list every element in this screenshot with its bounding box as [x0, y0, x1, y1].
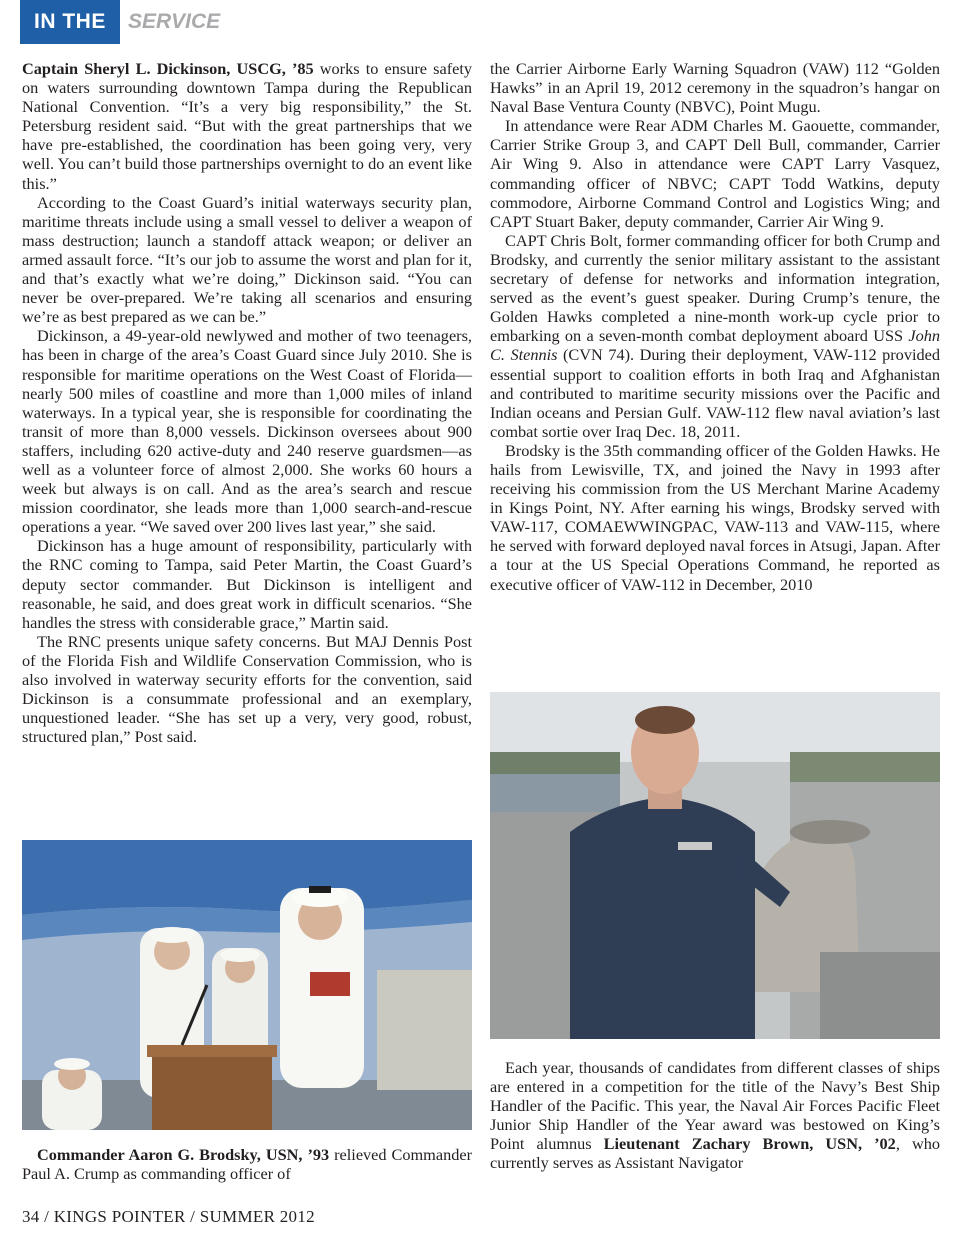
ceremony-caption: [22, 1145, 472, 1183]
article-paragraph: Brodsky is the 35th commanding officer of the Golden Hawks. He hails from Lewisville, TX, and joined the Navy in 1993 after receiving his commission from the US Merchant Marine Academy in Kings Point, NY. After earning his wings, Brodsky served with VAW-117, COMAEWWINGPAC, VAW-113 and VAW-115, where he served with forward deployed naval forces in Atsugi, Japan. After a tour at the US Special Operations Command, he reported as executive officer of VAW-112 in December, 2010: [490, 440, 940, 594]
paragraph-text: works to ensure safety on waters surrounding downtown Tampa during the Republican National Convention. “It’s a very big responsibility,” the St. Petersburg resident said. “But with the great partnerships that we have pre-established, the coordination has been going very, very well. You can’t build those partnerships overnight to do an event like this.”: [22, 59, 473, 193]
article-paragraph: In attendance were Rear ADM Charles M. Gaouette, commander, Carrier Strike Group 3, and CAPT Dell Bull, commander, Carrier Air Wing 9. Also in attendance were CAPT Larry Vasquez, commanding officer of NBVC; CAPT Todd Watkins, deputy commodore, Airborne Command Control and Logistics Wing; and CAPT Stuart Baker, deputy commander, Carrier Air Wing 9.: [490, 116, 940, 231]
paragraph-text: , who currently serves as Assistant Navigator: [490, 1134, 940, 1173]
paragraph-text: CAPT Chris Bolt, former commanding officer for both Crump and Brodsky, and currently the senior military assistant to the assistant secretary of defense for networks and information integration, served as the event’s guest speaker. During Crump’s tenure, the Golden Hawks completed a nine-month work-up cycle prior to embarking on a seven-month combat deployment aboard USS: [490, 230, 940, 346]
article-paragraph: Dickinson, a 49-year-old newlywed and mother of two teenagers, has been in charge of the area’s Coast Guard since July 2010. She is responsible for maritime operations on the West Coast of Florida—nearly 500 miles of coastline and more than 1,000 miles of inland waterways. In a typical year, she is responsible for coordinating the transit of more than 8,000 vessels. Dickinson oversees about 900 staffers, including 620 active-duty and 240 reserve guardsmen—as well as a volunteer force of almost 2,000. She works 60 hours a week but always is on call. And as the area’s search and rescue mission coordinator, she leads more than 1,000 search-and-rescue operations a year. “We saved over 200 lives last year,” she said.: [22, 326, 472, 537]
dickinson-name: Captain Sheryl L. Dickinson, USCG, ’85: [22, 59, 314, 78]
ship-handler-paragraph: [490, 1058, 940, 1173]
article-paragraph: the Carrier Airborne Early Warning Squadron (VAW) 112 “Golden Hawks” in an April 19, 2012 ceremony in the squadron’s hangar on Naval Base Ventura County (NBVC), Point Mugu.: [490, 59, 940, 117]
section-header: [20, 0, 220, 44]
article-paragraph: [490, 231, 940, 441]
ceremony-photo: [22, 840, 472, 1130]
article-paragraph: The RNC presents unique safety concerns. But MAJ Dennis Post of the Florida Fish and Wildlife Conservation Commission, who is also involved in waterway security efforts for the convention, said Dickinson is a consummate professional and an exemplary, unquestioned leader. “She has set up a very, very good, robust, structured plan,” Post said.: [22, 631, 472, 747]
article-paragraph: According to the Coast Guard’s initial waterways security plan, maritime threats include using a small vessel to deliver a weapon of mass destruction; launch a standoff attack weapon; or deliver an armed assault force. “It’s our job to assume the worst and plan for it, and that’s exactly what we’re doing,” Dickinson said. “You can never be over-prepared. We’re taking all scenarios and ensuring we’re as best prepared as we can be.”: [22, 192, 472, 327]
brown-name: Lieutenant Zachary Brown, USN, ’02: [603, 1134, 896, 1154]
paragraph-text: Each year, thousands of candidates from different classes of ships are entered in a competition for the title of the Navy’s Best Ship Handler of the Pacific. This year, the Naval Air Forces Pacific Fleet Junior Ship Handler of the Year award was bestowed on King’s Point alumnus: [490, 1058, 940, 1154]
brodsky-name: Commander Aaron G. Brodsky, USN, ’93: [37, 1145, 330, 1164]
page-footer: 34 / KINGS POINTER / SUMMER 2012: [22, 1207, 315, 1226]
left-column: [22, 59, 472, 746]
article-paragraph: Dickinson has a huge amount of responsibility, particularly with the RNC coming to Tampa, said Peter Martin, the Coast Guard’s deputy sector commander. But Dickinson is intelligent and reasonable, he said, and does great work in difficult scenarios. “She handles the stress with considerable grace,” Martin said.: [22, 536, 472, 632]
article-paragraph: [22, 59, 472, 193]
ship-name: John C. Stennis: [490, 326, 940, 365]
caption-text: relieved Commander Paul A. Crump as commanding officer of: [22, 1145, 472, 1184]
paragraph-text: (CVN 74). During their deployment, VAW-112 provided essential support to coalition efforts in both Iraq and Afghanistan and contributed to maritime security missions over the Pacific and Indian oceans and Persian Gulf. VAW-112 flew naval aviation’s last combat sortie over Iraq Dec. 18, 2011.: [490, 345, 940, 441]
section-header-in-the: IN THE: [20, 0, 120, 44]
section-header-service: SERVICE: [128, 10, 221, 33]
officer-portrait-photo: [490, 692, 940, 1039]
right-column: [490, 59, 940, 594]
